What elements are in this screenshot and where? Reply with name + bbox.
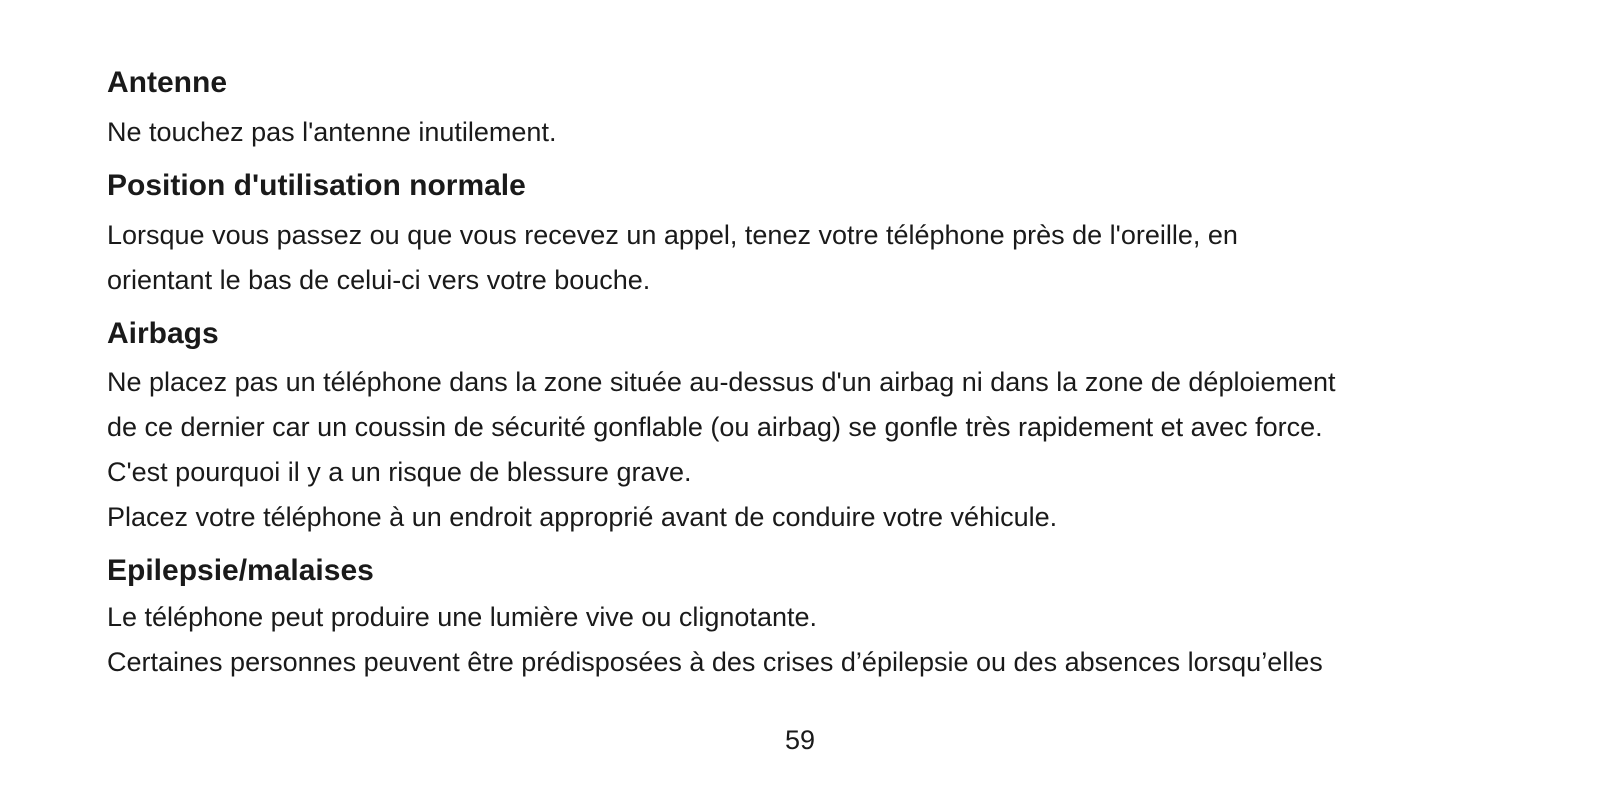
section-heading-position: Position d'utilisation normale	[107, 169, 526, 202]
paragraph-line: Ne placez pas un téléphone dans la zone située au-dessus d'un airbag ni dans la zone de déploiement	[107, 367, 1336, 397]
paragraph-line: Le téléphone peut produire une lumière vive ou clignotante.	[107, 602, 817, 632]
section-heading-antenne: Antenne	[107, 66, 227, 99]
paragraph-line: Ne touchez pas l'antenne inutilement.	[107, 117, 557, 147]
paragraph-line: orientant le bas de celui-ci vers votre bouche.	[107, 265, 651, 295]
paragraph-line: Placez votre téléphone à un endroit approprié avant de conduire votre véhicule.	[107, 502, 1058, 532]
paragraph-line: de ce dernier car un coussin de sécurité gonflable (ou airbag) se gonfle très rapidement et avec force.	[107, 412, 1323, 442]
paragraph-line: C'est pourquoi il y a un risque de blessure grave.	[107, 457, 692, 487]
paragraph-line: Lorsque vous passez ou que vous recevez un appel, tenez votre téléphone près de l'oreille, en	[107, 220, 1238, 250]
page-number: 59	[784, 725, 816, 755]
section-heading-airbags: Airbags	[107, 317, 219, 350]
section-heading-epilepsie: Epilepsie/malaises	[107, 554, 374, 587]
paragraph-line: Certaines personnes peuvent être prédisposées à des crises d’épilepsie ou des absences lorsqu’elles	[107, 647, 1323, 677]
